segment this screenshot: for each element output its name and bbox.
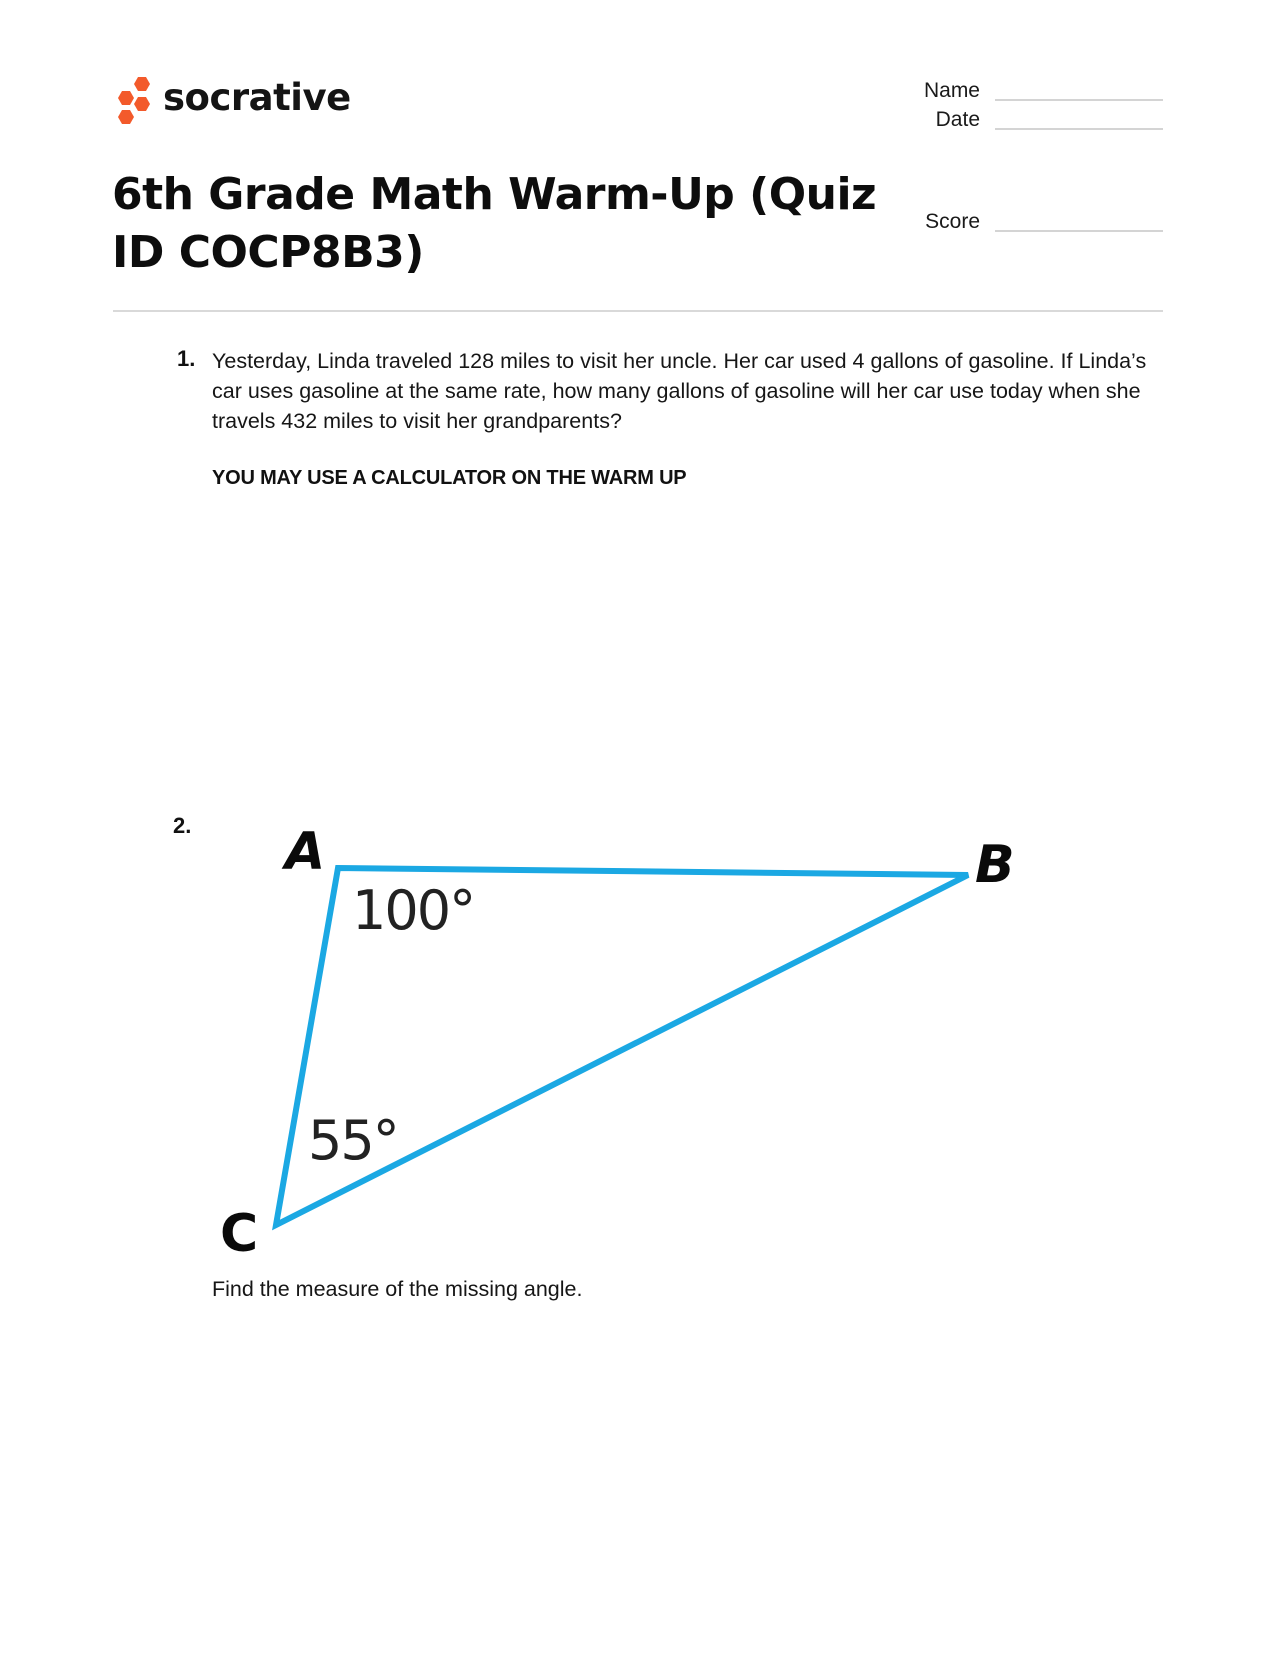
date-field[interactable]	[995, 128, 1163, 130]
hexagon-cluster-icon	[112, 72, 162, 132]
vertex-b-label: B	[975, 835, 1015, 895]
socrative-logo	[112, 72, 352, 132]
header-divider	[113, 310, 1163, 312]
vertex-a-label: A	[285, 822, 326, 882]
question-1-number: 1.	[177, 346, 196, 371]
score-field[interactable]	[995, 230, 1163, 232]
name-field[interactable]	[995, 99, 1163, 101]
brand-wordmark: socrative	[163, 76, 351, 119]
question-2-number: 2.	[173, 813, 192, 838]
question-1-note: YOU MAY USE A CALCULATOR ON THE WARM UP	[212, 467, 687, 489]
date-label: Date	[935, 108, 980, 131]
angle-a-label: 100°	[352, 879, 475, 942]
page-title: 6th Grade Math Warm-Up (Quiz ID COCP8B3)	[112, 169, 877, 278]
question-1-text: Yesterday, Linda traveled 128 miles to visit her uncle. Her car used 4 gallons of gasoline. If Linda’s car uses gasoline at the same rate, how many gallons of gasoline will her car use today when she travels 432 miles to visit her grandparents?	[212, 349, 1147, 433]
vertex-c-label: C	[220, 1204, 259, 1264]
score-label: Score	[925, 210, 980, 233]
question-2-text: Find the measure of the missing angle.	[212, 1277, 583, 1301]
angle-c-label: 55°	[308, 1109, 398, 1172]
name-label: Name	[923, 79, 980, 102]
